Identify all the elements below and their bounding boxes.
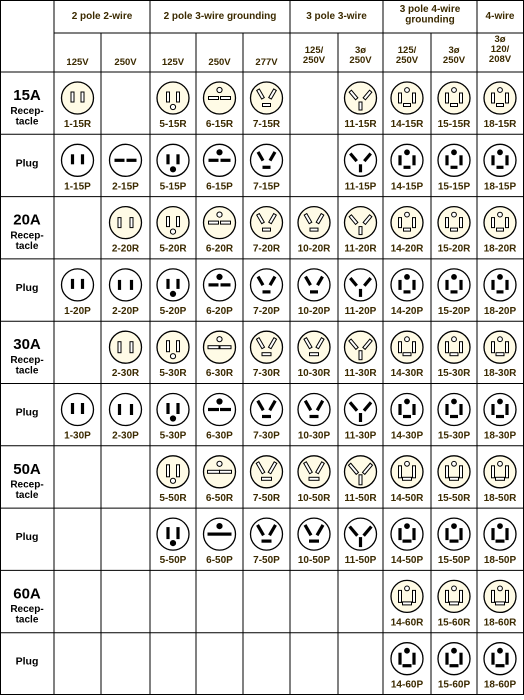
connector-code: 11-50P [344,555,377,567]
connector-face-icon [251,456,283,488]
connector-code: 10-50R [297,492,331,504]
connector-code: 15-30P [437,430,471,442]
connector-code: 6-20R [205,243,234,255]
connector-face-icon [345,144,377,176]
row-type: Plug [15,281,39,294]
connector-code: 7-15P [253,181,280,193]
connector-face-icon [110,394,142,426]
connector-face-icon [110,207,142,239]
connector-face-icon [204,269,236,301]
connector-face-icon [391,643,423,675]
connector-face-icon [484,580,516,612]
connector-face-icon [391,518,423,550]
connector-face-icon [110,269,142,301]
connector-face-icon [62,144,94,176]
connector-face-icon [484,269,516,301]
connector-code: 6-50P [206,555,233,567]
connector-code: 1-15R [63,119,92,130]
connector-face-icon [298,518,330,550]
connector-code: 18-50P [483,555,517,567]
connector-face-icon [157,394,189,426]
connector-face-icon [391,580,423,612]
connector-code: 18-60R [483,617,517,629]
connector-face-icon [438,580,470,612]
connector-code: 5-20P [159,305,187,317]
voltage-header: 3ø 120/ 208V [488,34,512,65]
row-type: Plug [15,406,39,419]
connector-code: 15-15P [437,181,471,193]
connector-code: 7-30P [253,430,280,442]
group-header: 2 pole 3-wire grounding [163,11,277,22]
connector-code: 6-30R [205,368,234,380]
connector-code: 11-20P [344,305,377,317]
connector-face-icon [204,207,236,239]
connector-face-icon [391,144,423,176]
connector-code: 18-20P [483,305,517,317]
connector-face-icon [157,207,189,239]
connector-code: 5-15R [159,119,187,130]
connector-code: 18-30P [483,430,517,442]
row-type: Plug [15,157,39,170]
connector-face-icon [251,144,283,176]
connector-code: 18-60P [483,679,517,691]
connector-face-icon [204,456,236,488]
connector-code: 15-60R [437,617,471,629]
connector-code: 14-20P [390,305,424,317]
connector-face-icon [157,331,189,363]
connector-code: 5-15P [159,181,187,193]
connector-face-icon [157,269,189,301]
group-header: 3 pole 3-wire [306,11,367,22]
connector-code: 18-50R [483,492,517,504]
connector-code: 14-20R [390,243,424,255]
connector-face-icon [298,331,330,363]
connector-face-icon [204,394,236,426]
connector-code: 14-15P [390,181,424,193]
group-header: 4-wire [485,11,515,22]
connector-code: 14-60R [390,617,424,629]
connector-face-icon [345,456,377,488]
connector-code: 6-15P [206,181,233,193]
connector-face-icon [484,456,516,488]
connector-face-icon [484,394,516,426]
row-amperage: 50A [13,460,41,478]
connector-face-icon [438,331,470,363]
connector-face-icon [62,269,94,301]
connector-face-icon [391,456,423,488]
connector-code: 18-15P [483,181,517,193]
connector-face-icon [204,518,236,550]
connector-code: 15-60P [437,679,471,691]
connector-face-icon [251,518,283,550]
connector-face-icon [298,456,330,488]
connector-code: 2-30P [112,430,139,442]
connector-code: 2-30R [111,368,140,380]
connector-face-icon [345,207,377,239]
connector-code: 2-20P [112,305,139,317]
connector-face-icon [391,331,423,363]
connector-code: 6-30P [206,430,233,442]
connector-face-icon [251,82,283,114]
row-type: Recep-tacle [10,230,44,252]
connector-face-icon [438,643,470,675]
connector-face-icon [438,456,470,488]
voltage-header: 277V [255,57,278,68]
connector-face-icon [157,518,189,550]
connector-face-icon [298,269,330,301]
connector-code: 7-30R [252,368,281,380]
row-amperage: 20A [13,211,41,229]
connector-code: 14-30R [390,368,424,380]
connector-code: 10-20P [297,305,331,317]
connector-code: 2-15P [112,181,139,193]
connector-code: 5-50R [159,492,187,504]
row-amperage: 15A [13,87,41,104]
voltage-header: 125V [66,57,89,68]
connector-code: 10-30R [297,368,331,380]
connector-face-icon [298,207,330,239]
connector-code: 15-20P [437,305,471,317]
connector-face-icon [345,331,377,363]
connector-face-icon [484,518,516,550]
connector-face-icon [62,82,94,114]
connector-code: 6-15R [205,119,234,130]
connector-code: 11-15P [344,181,377,193]
connector-face-icon [484,82,516,114]
connector-face-icon [391,82,423,114]
connector-code: 11-30P [344,430,377,442]
connector-code: 11-20R [344,243,377,255]
voltage-header: 250V [114,57,137,68]
group-header: 2 pole 2-wire [71,11,133,22]
connector-code: 10-20R [297,243,331,255]
voltage-header: 125/ 250V [302,45,326,66]
connector-code: 5-30P [159,430,187,442]
connector-code: 1-15P [64,181,91,193]
voltage-header: 3ø 250V [442,45,466,66]
connector-code: 7-20P [253,305,280,317]
connector-face-icon [438,394,470,426]
connector-code: 6-20P [206,305,233,317]
connector-face-icon [251,207,283,239]
connector-face-icon [62,394,94,426]
connector-code: 18-20R [483,243,517,255]
connector-code: 11-50R [344,492,377,504]
connector-face-icon [484,331,516,363]
connector-code: 5-20R [159,243,187,255]
connector-code: 10-30P [297,430,331,442]
connector-face-icon [484,643,516,675]
connector-face-icon [484,207,516,239]
connector-code: 15-50P [437,555,471,567]
connector-code: 14-50R [390,492,424,504]
connector-face-icon [110,331,142,363]
connector-code: 11-15R [344,119,377,130]
connector-face-icon [298,394,330,426]
connector-code: 14-50P [390,555,424,567]
connector-code: 1-20P [64,305,91,317]
connector-code: 5-50P [159,555,187,567]
row-type: Plug [15,531,39,544]
connector-code: 18-30R [483,368,517,380]
connector-code: 7-50P [253,555,280,567]
voltage-header: 3ø 250V [349,45,372,66]
connector-code: 14-30P [390,430,424,442]
connector-face-icon [157,456,189,488]
connector-code: 15-15R [437,119,471,130]
connector-code: 7-20R [252,243,281,255]
row-type: Recep-tacle [10,604,44,626]
connector-code: 18-15R [483,119,517,130]
connector-face-icon [157,144,189,176]
connector-face-icon [157,82,189,114]
row-type: Recep-tacle [10,105,44,128]
connector-code: 14-60P [390,679,424,691]
row-amperage: 30A [13,336,41,354]
row-type: Recep-tacle [10,479,44,502]
connector-face-icon [484,144,516,176]
connector-face-icon [251,269,283,301]
row-amperage: 60A [13,585,41,603]
connector-face-icon [391,394,423,426]
connector-face-icon [204,331,236,363]
voltage-header: 125V [161,57,185,68]
connector-code: 15-30R [437,368,471,380]
connector-face-icon [438,207,470,239]
voltage-header: 125/ 250V [395,45,419,66]
group-header: 3 pole 4-wire grounding [399,3,461,26]
voltage-header: 250V [208,57,231,68]
connector-code: 7-15R [252,119,281,130]
connector-code: 11-30R [344,368,377,380]
connector-code: 6-50R [205,492,234,504]
connector-code: 5-30R [159,368,187,380]
row-type: Plug [15,655,39,668]
connector-face-icon [345,518,377,550]
connector-face-icon [438,269,470,301]
row-type: Recep-tacle [10,354,44,377]
connector-face-icon [438,518,470,550]
connector-code: 2-20R [111,243,140,255]
connector-code: 10-50P [297,555,331,567]
connector-face-icon [204,82,236,114]
connector-face-icon [345,394,377,426]
connector-code: 15-20R [437,243,471,255]
connector-code: 7-50R [252,492,281,504]
connector-code: 14-15R [390,119,424,130]
connector-face-icon [438,82,470,114]
connector-code: 15-50R [437,492,471,504]
connector-face-icon [345,269,377,301]
connector-face-icon [251,331,283,363]
connector-face-icon [110,144,142,176]
connector-face-icon [391,207,423,239]
connector-face-icon [438,144,470,176]
connector-face-icon [251,394,283,426]
connector-face-icon [345,82,377,114]
connector-face-icon [204,144,236,176]
connector-code: 1-30P [64,430,91,442]
connector-face-icon [391,269,423,301]
